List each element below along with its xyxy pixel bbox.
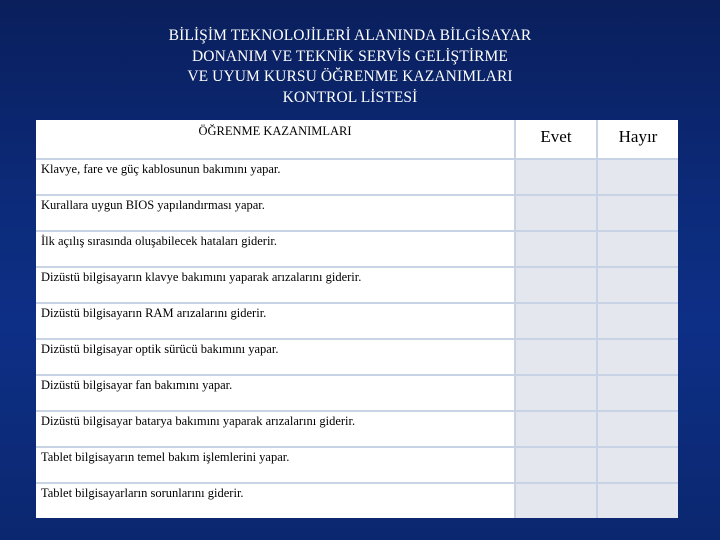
table-row (36, 484, 678, 518)
table-row (36, 340, 678, 374)
no-checkbox-cell[interactable] (598, 412, 678, 446)
no-checkbox-cell[interactable] (598, 340, 678, 374)
title-line: DONANIM VE TEKNİK SERVİS GELİŞTİRME (192, 47, 508, 65)
no-checkbox-cell[interactable] (598, 160, 678, 194)
outcome-text: Dizüstü bilgisayarın klavye bakımını yaparak arızalarını giderir. (41, 270, 362, 284)
no-checkbox-cell[interactable] (598, 232, 678, 266)
yes-checkbox-cell[interactable] (516, 484, 596, 518)
outcome-cell (36, 376, 514, 410)
outcome-text: Dizüstü bilgisayar fan bakımını yapar. (41, 378, 233, 392)
no-checkbox-cell[interactable] (598, 196, 678, 230)
outcome-cell (36, 232, 514, 266)
header-yes (516, 120, 596, 158)
title-line: VE UYUM KURSU ÖĞRENME KAZANIMLARI (187, 68, 513, 85)
no-checkbox-cell[interactable] (598, 268, 678, 302)
outcome-cell (36, 448, 514, 482)
table-row (36, 160, 678, 194)
yes-checkbox-cell[interactable] (516, 232, 596, 266)
yes-checkbox-cell[interactable] (516, 160, 596, 194)
header-outcomes-label: ÖĞRENME KAZANIMLARI (198, 124, 352, 138)
title-line: BİLİŞİM TEKNOLOJİLERİ ALANINDA BİLGİSAYAR (168, 27, 532, 44)
table-row (36, 268, 678, 302)
header-no-label: Hayır (618, 127, 658, 146)
outcome-cell (36, 340, 514, 374)
outcome-text: İlk açılış sırasında oluşabilecek hataları giderir. (41, 234, 278, 248)
yes-checkbox-cell[interactable] (516, 196, 596, 230)
no-checkbox-cell[interactable] (598, 304, 678, 338)
table-row (36, 448, 678, 482)
yes-checkbox-cell[interactable] (516, 448, 596, 482)
title-line: KONTROL LİSTESİ (282, 88, 418, 106)
outcome-text: Tablet bilgisayarların sorunlarını giderir. (41, 486, 244, 500)
outcome-text: Dizüstü bilgisayarın RAM arızalarını giderir. (41, 306, 267, 320)
yes-checkbox-cell[interactable] (516, 412, 596, 446)
table-row (36, 376, 678, 410)
no-checkbox-cell[interactable] (598, 376, 678, 410)
outcome-text: Klavye, fare ve güç kablosunun bakımını yapar. (41, 162, 281, 176)
outcome-text: Dizüstü bilgisayar optik sürücü bakımını yapar. (41, 342, 279, 356)
outcome-cell (36, 268, 514, 302)
no-checkbox-cell[interactable] (598, 448, 678, 482)
outcome-cell (36, 484, 514, 518)
header-no (598, 120, 678, 158)
outcome-text: Kurallara uygun BIOS yapılandırması yapar. (41, 198, 265, 212)
checklist-table (36, 120, 678, 518)
page-title (40, 26, 660, 108)
outcome-cell (36, 304, 514, 338)
table-row (36, 412, 678, 446)
table-row (36, 304, 678, 338)
outcome-cell (36, 196, 514, 230)
yes-checkbox-cell[interactable] (516, 268, 596, 302)
outcome-cell (36, 160, 514, 194)
outcome-text: Dizüstü bilgisayar batarya bakımını yaparak arızalarını giderir. (41, 414, 356, 428)
no-checkbox-cell[interactable] (598, 484, 678, 518)
yes-checkbox-cell[interactable] (516, 376, 596, 410)
outcome-text: Tablet bilgisayarın temel bakım işlemlerini yapar. (41, 450, 290, 464)
yes-checkbox-cell[interactable] (516, 304, 596, 338)
table-row (36, 196, 678, 230)
table-row (36, 232, 678, 266)
outcome-cell (36, 412, 514, 446)
yes-checkbox-cell[interactable] (516, 340, 596, 374)
header-yes-label: Evet (540, 127, 572, 146)
header-outcomes (36, 120, 514, 158)
